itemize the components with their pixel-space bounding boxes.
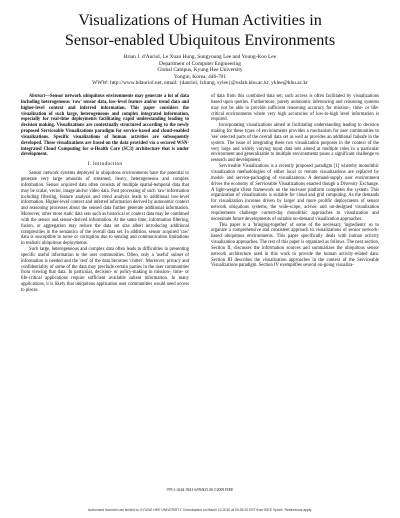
body-paragraph: Such large, heterogeneous and complex data often leads to difficulties in presenting specific useful information to the user communities. Often, only a 'useful' subset of information is needed and the 'rest' of the data becomes 'clutter'. Moreover, privacy and confidentiality of some of the data may preclude certain parties in the user communities from viewing that data. In particular, decision- or policy-making in mission-, time- or life-critical applications require sufficient available salient information. In many applications, it is likely that ubiquitous application user communities would need access to pieces [21, 247, 189, 293]
copyright-line: 978-1-4244-3941-6/09/$25.00 ©2009 IEEE [166, 488, 234, 492]
left-column [21, 94, 189, 294]
author-block [20, 54, 380, 87]
paper-title [20, 10, 380, 50]
title-line-2: Sensor-enabled Ubiquitous Environments [64, 31, 336, 49]
contact-web-email: WWW: http://www.bdauriol.net, email: {dauriol, lxhung, sylee}@oslab.khu.ac.kr, yklee@khu.ac.kr [92, 80, 308, 87]
body-paragraph: Sensor network systems deployed in ubiquitous environments have the potential to generate very large amounts of streamed, heavy, heterogeneous and complex information. Sensor acquired data often consists of multiple spatial-temporal data that may be scalar, vector, image and/or video data. Post processing of such 'raw' information including filtering, feature analysis and trend analysis leads to additional low-level information. Higher-level context and inferred information derived by autonomic context and reasoning processes about the sensed data further generate additional information. Moreover, other more static data sets such as historical or context data may be combined with the sensor and sensor-derived information. At the same time, information filtering, fusion, or aggregation may reduce the data set size albeit introducing additional complexities in the semantics of the overall data set. In addition, sensor acquired 'raw' data is susceptible to noise or corruption due to sensing and communication limitations in realistic ubiquitous deployments. [21, 171, 189, 247]
body-paragraph: Serviceable Visualizations is a recently proposed paradigm [1] whereby monolithic visualization methodologies of either local or remote visualizations are replaced by model- and service-packaging of visualizations. A demand-supply user environment drives the economy of Serviceable Visualizations enacted though a Diversity Exchange. A light-weight client framework on the end-user platform completes the system. This organization of visualizations is suitable for cloud and grid computing. As the demands for visualization increase driven by larger and more prolific deployments of sensor network ubiquitous systems, the wide-scope, ad-hoc and un-designed visualization requirements challenge current-day monolithic approaches to visualization and necessitate future developments of suitable on-demand visualization approaches. [211, 164, 379, 222]
abstract [21, 94, 189, 158]
title-line-1: Visualizations of Human Activities in [78, 11, 322, 29]
affiliation-address: Yongin, Korea, 446-701 [173, 73, 227, 80]
affiliation-university: Global Campus, Kyung Hee University [157, 67, 243, 74]
body-paragraph: of data from this combined data set; such access is often facilitated by visualizations based upon queries. Furthermore, purely autonomic inferencing and reasoning systems may not be able to provide sufficient reasoning accuracy for mission-, time- or life-critical environments where very high accuracies of low-to-high level information is required. [211, 94, 379, 123]
body-paragraph: This paper is a 'bringing-together' of some of the necessary 'ingredients' so to organize a comprehensive and consistent approach to visualizations of sensor network-based ubiquitous environments. This paper specifically deals with human activity visualization approaches. The rest of this paper is organized as follows. The next section, Section II, discusses the information sources and summarizes the ubiquitous sensor network architecture used in this work to provide the human activity-related data. Section III describes the visualization approaches in the context of the Serviceable Visualizations paradigm. Section IV exemplifies several on-going visualiza- [211, 222, 379, 269]
body-paragraph: Incorporating visualizations aimed at facilitating understanding leading to decision making for these types of environments provides a mechanism for user communities to 'see' selected parts of the overall data set as well as provides an additional failsafe in the system. The issue of integrating these two visualization purposes in the context of the very large and widely varying input data sets aimed at multiple roles in a particular environment and generalizable to multiple environments poses a significant challenge to research and development. [211, 123, 379, 164]
download-footer: Authorized licensed use limited to: KYUNG HEE UNIVERSITY. Downloaded on March 10,2010 at 03:35:20 EST from IEEE Xplore. Restrictions apply. [87, 508, 313, 512]
right-column [211, 94, 379, 269]
abstract-label: Abstract [29, 94, 46, 99]
author-names: Brian J. d'Auriol, Le Xuan Hung, Sungyoung Lee and Young-Koo Lee [123, 54, 277, 60]
section-heading-introduction: I. Introduction [87, 161, 123, 168]
affiliation-department: Department of Computer Engineering [159, 60, 241, 67]
abstract-text: —Sensor network ubiquitous environments may generate a lot of data including heterogeneous 'raw' sensor data, low-level feature and/or trend data and higher-level context and inferred information. This paper considers the visualization of such large, heterogeneous and complex integrated information, especially for real-time deployments facilitating rapid understanding leading to decision making. Visualizations are contextually structured according to the newly proposed Serviceable Visualizations paradigm for service-based and cloud-enabled visualizations. Specific visualizations of human activities are subsequently developed. These visualizations are based on the data provided via a secured WSN-integrated Cloud Computing for u-Health Care (SC3) architecture that is under development. [21, 94, 189, 158]
